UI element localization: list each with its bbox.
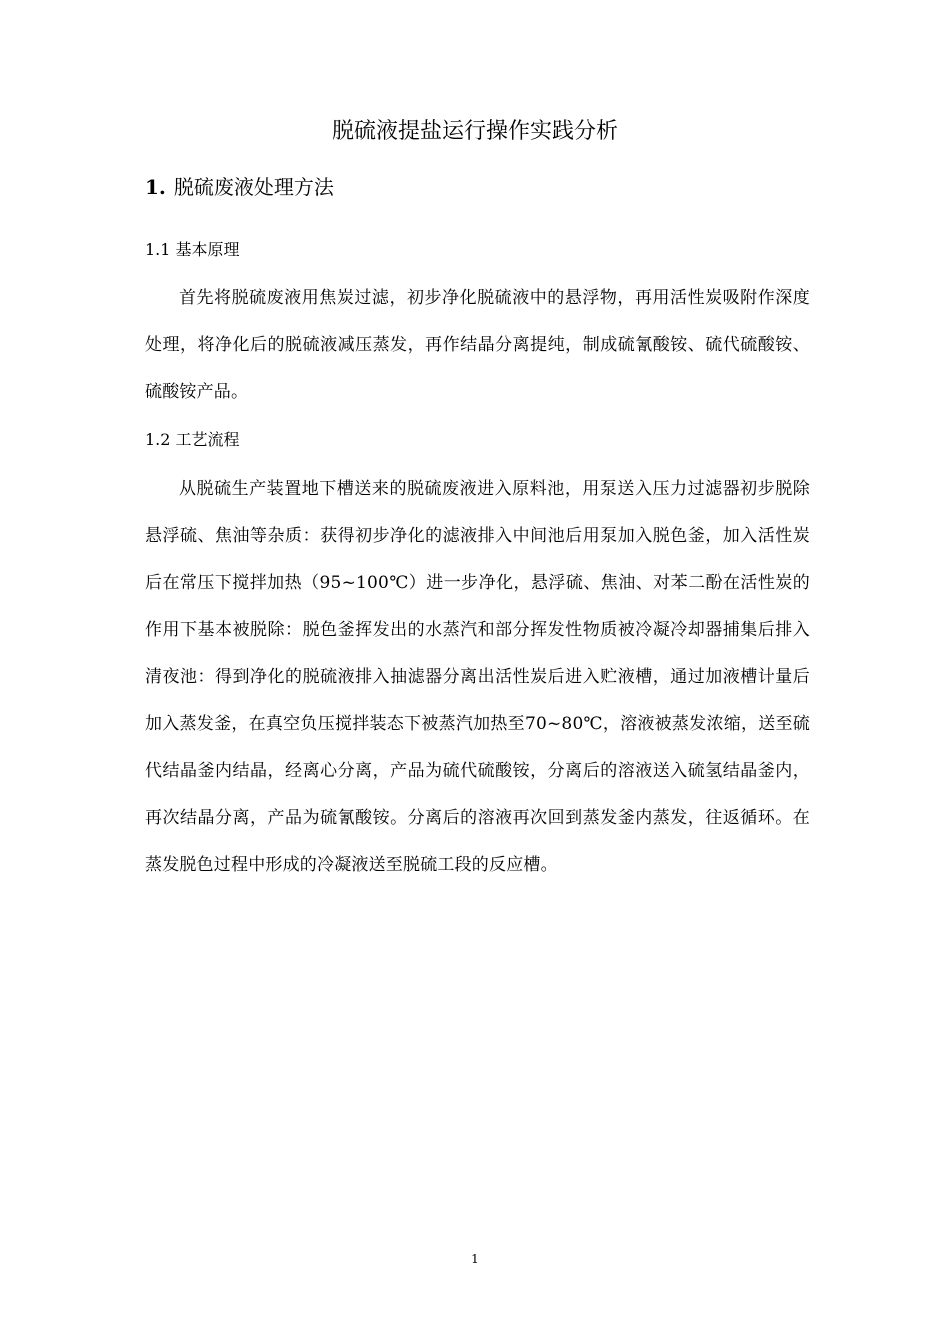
document-title: 脱硫液提盐运行操作实践分析 (331, 119, 618, 144)
section-number: 1. (145, 175, 166, 199)
page-number: 1 (471, 1252, 479, 1266)
section-title: 脱硫废液处理方法 (173, 175, 334, 199)
subsection-heading-1-2: 1.2 工艺流程 (145, 430, 240, 449)
subsection-heading-1-1: 1.1 基本原理 (145, 240, 240, 259)
paragraph-process-flow: 从脱硫生产装置地下槽送来的脱硫废液进入原料池，用泵送入压力过滤器初步脱除悬浮硫、焦油等杂质：获得初步净化的滤液排入中间池后用泵加入脱色釜，加入活性炭后在常压下搅拌加热（95~100℃）进一步净化，悬浮硫、焦油、对苯二酚在活性炭的作用下基本被脱除：脱色釜挥发出的水蒸汽和部分挥发性物质被冷凝冷却器捕集后排入清夜池：得到净化的脱硫液排入抽滤器分离出活性炭后进入贮液槽，通过加液槽计量后加入蒸发釜，在真空负压搅拌装态下被蒸汽加热至70~80℃，溶液被蒸发浓缩，送至硫代结晶釜内结晶，经离心分离，产品为硫代硫酸铵，分离后的溶液送入硫氢结晶釜内，再次结晶分离，产品为硫氰酸铵。分离后的溶液再次回到蒸发釜内蒸发，往返循环。在蒸发脱色过程中形成的冷凝液送至脱硫工段的反应槽。 (145, 479, 810, 875)
paragraph-basic-principle: 首先将脱硫废液用焦炭过滤，初步净化脱硫液中的悬浮物，再用活性炭吸附作深度处理，将净化后的脱硫液减压蒸发，再作结晶分离提纯，制成硫氰酸铵、硫代硫酸铵、硫酸铵产品。 (145, 288, 810, 402)
section-heading-1 (145, 170, 334, 204)
